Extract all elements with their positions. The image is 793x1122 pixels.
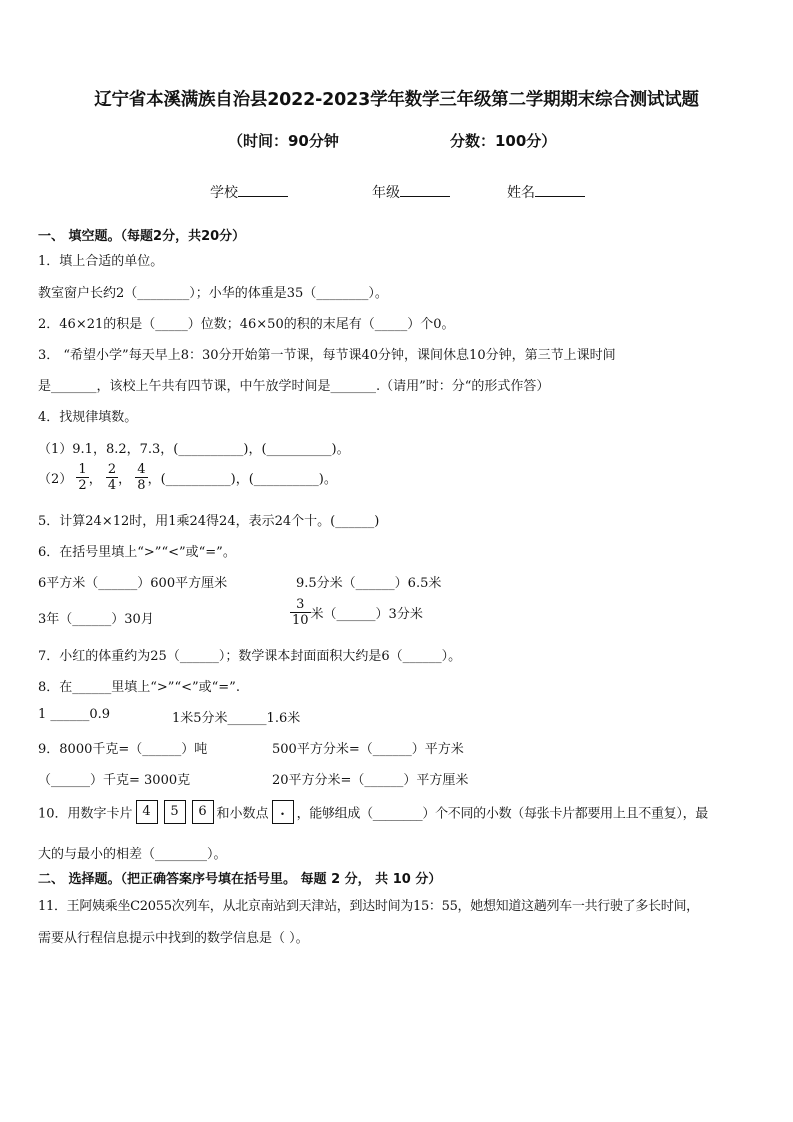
q10-line-2: 大的与最小的相差（________）。: [38, 847, 227, 862]
q1-line: 教室窗户长约2（________）；小华的体重是35（________）。: [38, 286, 388, 301]
q9-item-a: 9．8000千克=（______）吨: [38, 742, 208, 757]
q8-item-b: 1米5分米______1.6米: [172, 711, 301, 726]
q6-item-c: 3年（______）30月: [38, 612, 154, 627]
q11-line-1: 11．王阿姨乘坐C2055次列车，从北京南站到天津站，到达时间为15：55，她想知道这趟列车一共行驶了多长时间，: [38, 899, 699, 914]
decimal-point-card: .: [272, 800, 294, 824]
q3-line-2: 是_______，该校上午共有四节课，中午放学时间是_______.（请用”时：分“的形式作答）: [38, 379, 550, 394]
q6-item-d: [290, 597, 423, 628]
q11-line-2: 需要从行程信息提示中找到的数学信息是（ ）。: [38, 931, 309, 946]
grade-blank[interactable]: [400, 182, 450, 197]
name-label: 姓名: [507, 185, 535, 201]
section-1-heading: 一、 填空题。（每题2分，共20分）: [38, 229, 246, 244]
fraction-denominator: 4: [107, 478, 117, 493]
grade-label: 年级: [372, 185, 400, 201]
q10-mid: 和小数点: [216, 806, 269, 822]
page-title: 辽宁省本溪满族自治县2022-2023学年数学三年级第二学期期末综合测试试题: [94, 90, 699, 110]
fraction: [76, 462, 88, 493]
digit-card: 6: [192, 800, 214, 824]
fraction: [135, 462, 147, 493]
digit-card: 5: [164, 800, 186, 824]
q1-stem: 1．填上合适的单位。: [38, 254, 164, 269]
school-field: [210, 182, 288, 202]
q10-pre: 10．用数字卡片: [38, 806, 133, 822]
q4-part-2: （2） $\frac{1}{2}$ ， $\frac{2}{4}$ ， $\frac{4}{8}$ ，(__________)，(__________)。: [38, 462, 337, 493]
fraction-numerator: 2: [107, 462, 117, 477]
fraction-numerator: 1: [78, 462, 87, 477]
q6-stem: 6．在括号里填上“>”“<”或“=”。: [38, 545, 236, 560]
q7-line: 7．小红的体重约为25（______）；数学课本封面面积大约是6（______）。: [38, 649, 462, 664]
school-label: 学校: [210, 185, 238, 201]
q4-part-1: （1）9.1，8.2，7.3，(__________)，(__________)。: [38, 442, 350, 457]
q10-line-1: [38, 800, 708, 824]
fraction-numerator: 4: [137, 462, 146, 477]
name-blank[interactable]: [535, 182, 585, 197]
q3-line-1: 3． “希望小学”每天早上8：30分开始第一节课，每节课40分钟，课间休息10分钟，第三节上课时间: [38, 348, 616, 363]
q6-item-d-tail: 米（______）3分米: [310, 607, 423, 622]
fraction: [290, 597, 311, 628]
q6-item-a: 6平方米（______）600平方厘米: [38, 576, 228, 591]
q6-item-b: 9.5分米（______）6.5米: [296, 576, 442, 591]
section-2-heading: 二、 选择题。（把正确答案序号填在括号里。 每题 2 分， 共 10 分）: [38, 872, 442, 887]
q8-item-a: 1 ______0.9: [38, 707, 111, 722]
q2-line: 2．46×21的积是（_____）位数；46×50的积的末尾有（_____）个0。: [38, 317, 455, 332]
q4-stem: 4．找规律填数。: [38, 410, 138, 425]
q9-item-c: （______）千克= 3000克: [38, 773, 191, 788]
grade-field: [372, 182, 450, 202]
q5-line: 5．计算24×12时，用1乘24得24，表示24个十。(______): [38, 514, 380, 529]
fraction-denominator: 8: [137, 478, 146, 493]
exam-score: 分数：100分）: [450, 132, 557, 150]
fraction-numerator: 3: [290, 597, 311, 613]
q4-part-2-tail: ，(__________)，(__________)。: [147, 472, 337, 487]
fraction-denominator: 10: [292, 613, 309, 628]
q4-part-2-label: （2）: [38, 472, 73, 487]
name-field: [507, 182, 585, 202]
q10-post: ，能够组成（________）个不同的小数（每张卡片都要用上且不重复），最: [296, 806, 708, 822]
digit-card: 4: [136, 800, 158, 824]
q8-stem: 8．在______里填上“>”“<”或“=”.: [38, 680, 240, 695]
q9-item-d: 20平方分米=（______）平方厘米: [272, 773, 469, 788]
q9-item-b: 500平方分米=（______）平方米: [272, 742, 464, 757]
school-blank[interactable]: [238, 182, 288, 197]
fraction-denominator: 2: [78, 478, 87, 493]
fraction: [106, 462, 118, 493]
exam-time: （时间：90分钟: [228, 132, 339, 150]
